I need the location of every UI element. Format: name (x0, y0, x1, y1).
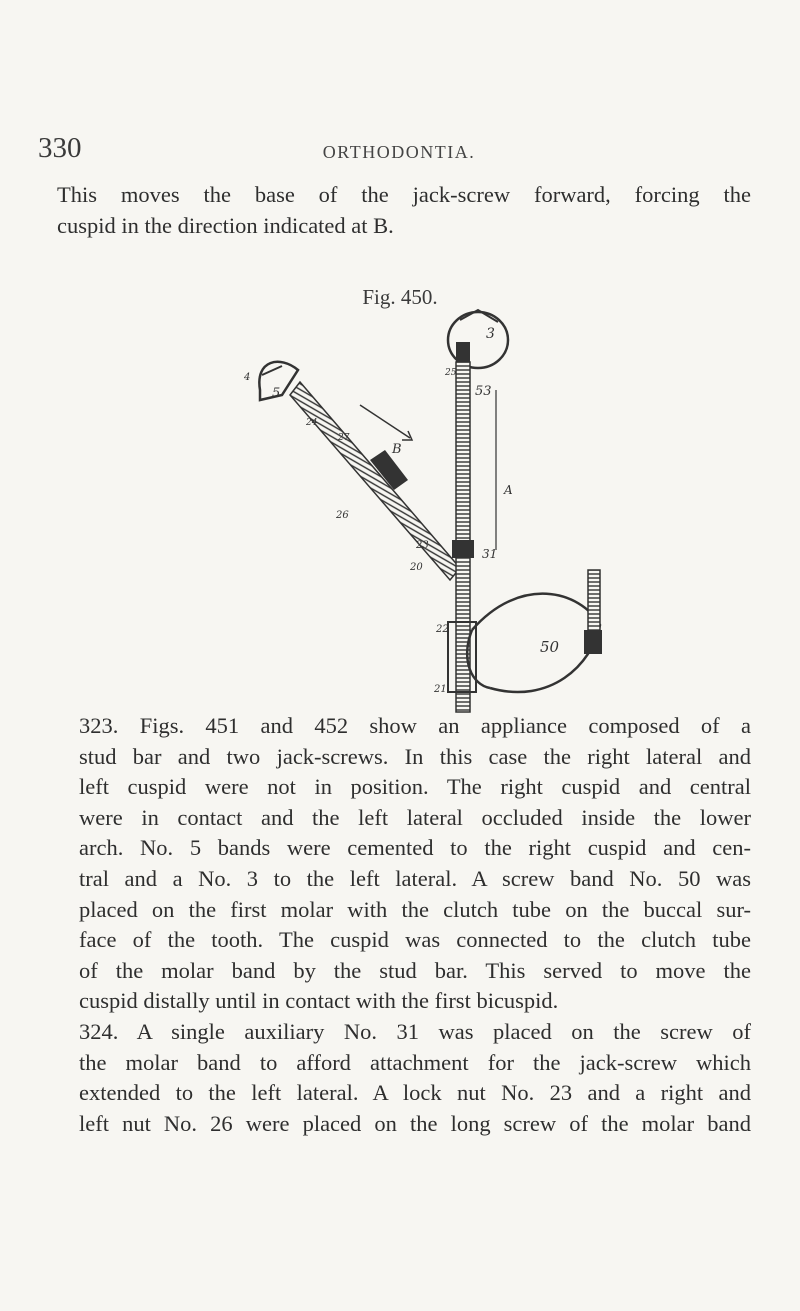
text-line: left cuspid were not in position. The right cuspid and central (79, 774, 751, 800)
label-3: 3 (486, 326, 495, 342)
figure-caption: Fig. 450. (362, 285, 438, 309)
text-line: of the molar band by the stud bar. This served to move the (79, 957, 751, 983)
label-25: 25 (445, 368, 457, 378)
label-A: A (504, 483, 513, 497)
text-line: 324. A single auxiliary No. 31 was placed on the screw of (79, 1018, 751, 1044)
jack-screw-illustration (220, 300, 640, 730)
paragraph-324 (57, 1017, 751, 1139)
text-line: arch. No. 5 bands were cemented to the right cuspid and cen- (79, 835, 751, 861)
top-paragraph (57, 180, 751, 241)
cuspid-band (448, 310, 508, 368)
label-53: 53 (475, 384, 492, 399)
text-line: 323. Figs. 451 and 452 show an appliance composed of a (79, 713, 751, 738)
page-header (38, 132, 760, 172)
label-5: 5 (272, 386, 281, 401)
text-line: stud bar and two jack-screws. In this case the right lateral and (79, 743, 751, 769)
appliance-figure (220, 300, 640, 730)
label-50: 50 (540, 638, 560, 656)
text-line: placed on the first molar with the clutch tube on the buccal sur- (79, 896, 751, 922)
body-text (57, 711, 751, 1139)
label-23: 23 (416, 540, 429, 551)
label-21: 21 (434, 684, 447, 695)
text-line: extended to the left lateral. A lock nut No. 23 and a right and (79, 1080, 751, 1106)
label-22: 22 (436, 624, 449, 635)
label-B: B (392, 442, 402, 457)
vertical-screw (452, 362, 513, 712)
text-line: tral and a No. 3 to the left lateral. A screw band No. 50 was (79, 865, 751, 891)
label-20: 20 (410, 562, 423, 573)
paragraph-323 (57, 711, 751, 1017)
label-26: 26 (336, 510, 349, 521)
running-head: ORTHODONTIA. (322, 142, 476, 162)
text-line: were in contact and the left lateral occluded inside the lower (79, 804, 751, 830)
label-27: 27 (338, 433, 350, 443)
text-line: cuspid in the direction indicated at B. (57, 212, 394, 238)
diagonal-jack-screw (290, 382, 460, 580)
text-line: cuspid distally until in contact with the first bicuspid. (79, 988, 559, 1014)
text-line: This moves the base of the jack-screw forward, forcing the (57, 182, 751, 207)
text-line: left nut No. 26 were placed on the long screw of the molar band (79, 1110, 751, 1136)
page-number: 330 (38, 132, 82, 164)
label-24: 24 (306, 418, 318, 428)
text-line: the molar band to afford attachment for the jack-screw which (79, 1049, 751, 1075)
label-4: 4 (244, 372, 251, 383)
text-line: face of the tooth. The cuspid was connected to the clutch tube (79, 927, 751, 953)
label-31: 31 (482, 547, 498, 561)
